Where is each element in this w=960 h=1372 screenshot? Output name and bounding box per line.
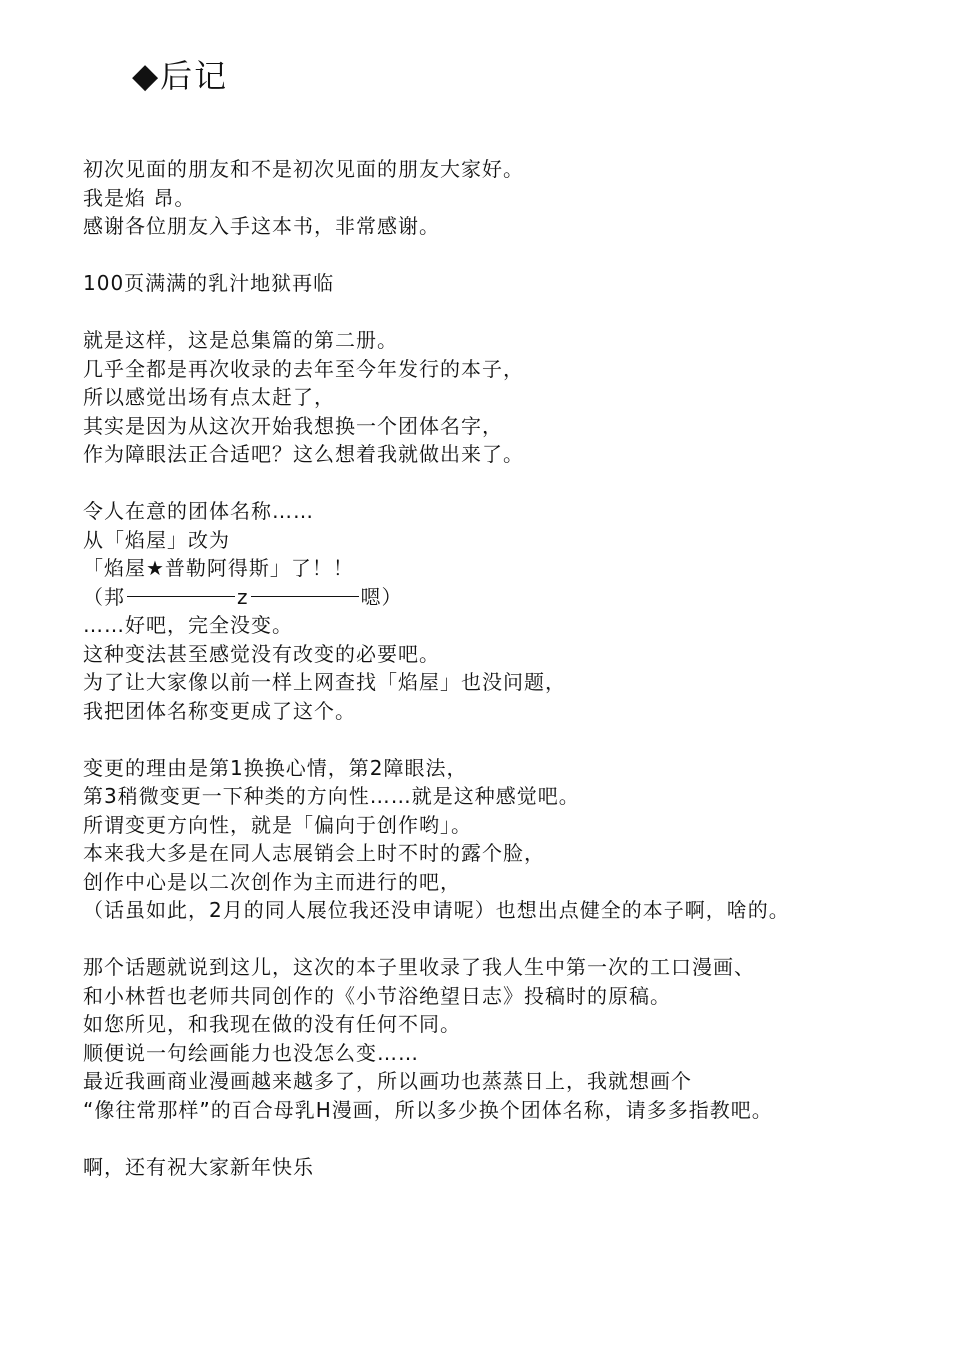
text-line: 最近我画商业漫画越来越多了，所以画功也蒸蒸日上，我就想画个: [83, 1069, 692, 1093]
afterword-heading: [132, 52, 228, 100]
text-line: 100页满满的乳汁地狱再临: [83, 271, 335, 295]
name-middle: z: [237, 584, 249, 609]
text-line: 所以感觉出场有点太赶了，: [83, 385, 335, 409]
text-line: 就是这样，这是总集篇的第二册。: [83, 328, 398, 352]
afterword-body: [83, 155, 943, 1181]
text-line: 和小林哲也老师共同创作的《小节浴绝望日志》投稿时的原稿。: [83, 983, 671, 1008]
text-line: 感谢各位朋友入手这本书，非常感谢。: [83, 214, 440, 238]
long-dash: [251, 596, 359, 597]
text-line: 为了让大家像以前一样上网查找「焰屋」也没问题，: [83, 670, 566, 694]
text-line: 几乎全都是再次收录的去年至今年发行的本子，: [83, 356, 524, 381]
text-line: 令人在意的团体名称……: [83, 499, 314, 523]
long-dash: [127, 596, 235, 597]
text-line: 这种变法甚至感觉没有改变的必要吧。: [83, 641, 440, 666]
text-line: 初次见面的朋友和不是初次见面的朋友大家好。: [83, 157, 524, 181]
heading-title: 后记: [160, 57, 229, 95]
name-close: 嗯）: [360, 584, 403, 609]
text-line: 我把团体名称变更成了这个。: [83, 698, 356, 723]
text-line: （话虽如此，2月的同人展位我还没申请呢）也想出点健全的本子啊，啥的。: [83, 898, 790, 922]
text-line: 那个话题就说到这儿，这次的本子里收录了我人生中第一次的工口漫画、: [83, 955, 755, 979]
text-line: ……好吧，完全没变。: [83, 613, 293, 637]
text-line: “像往常那样”的百合母乳H漫画，所以多少换个团体名称，请多多指教吧。: [83, 1097, 773, 1122]
name-open: （邦: [83, 584, 125, 609]
name-pronunciation-line: [83, 583, 943, 612]
diamond-icon: ◆: [132, 56, 159, 96]
text-line: 创作中心是以二次创作为主而进行的吧，: [83, 869, 461, 894]
text-line: 顺便说一句绘画能力也没怎么变……: [83, 1040, 419, 1065]
text-line: 啊，还有祝大家新年快乐: [83, 1154, 314, 1179]
text-line: 第3稍微变更一下种类的方向性……就是这种感觉吧。: [83, 784, 580, 808]
text-line: 变更的理由是第1换换心情，第2障眼法，: [83, 755, 468, 780]
text-line: 其实是因为从这次开始我想换一个团体名字，: [83, 413, 503, 438]
text-line: 我是焰 昂。: [83, 185, 196, 210]
text-line: 所谓变更方向性，就是「偏向于创作哟」。: [83, 812, 472, 837]
text-line: 作为障眼法正合适吧？这么想着我就做出来了。: [83, 442, 524, 466]
text-line: 从「焰屋」改为: [83, 527, 230, 552]
text-line: 「焰屋★普勒阿得斯」了！！: [83, 556, 354, 580]
text-line: 如您所见，和我现在做的没有任何不同。: [83, 1012, 461, 1036]
text-line: 本来我大多是在同人志展销会上时不时的露个脸，: [83, 841, 545, 865]
